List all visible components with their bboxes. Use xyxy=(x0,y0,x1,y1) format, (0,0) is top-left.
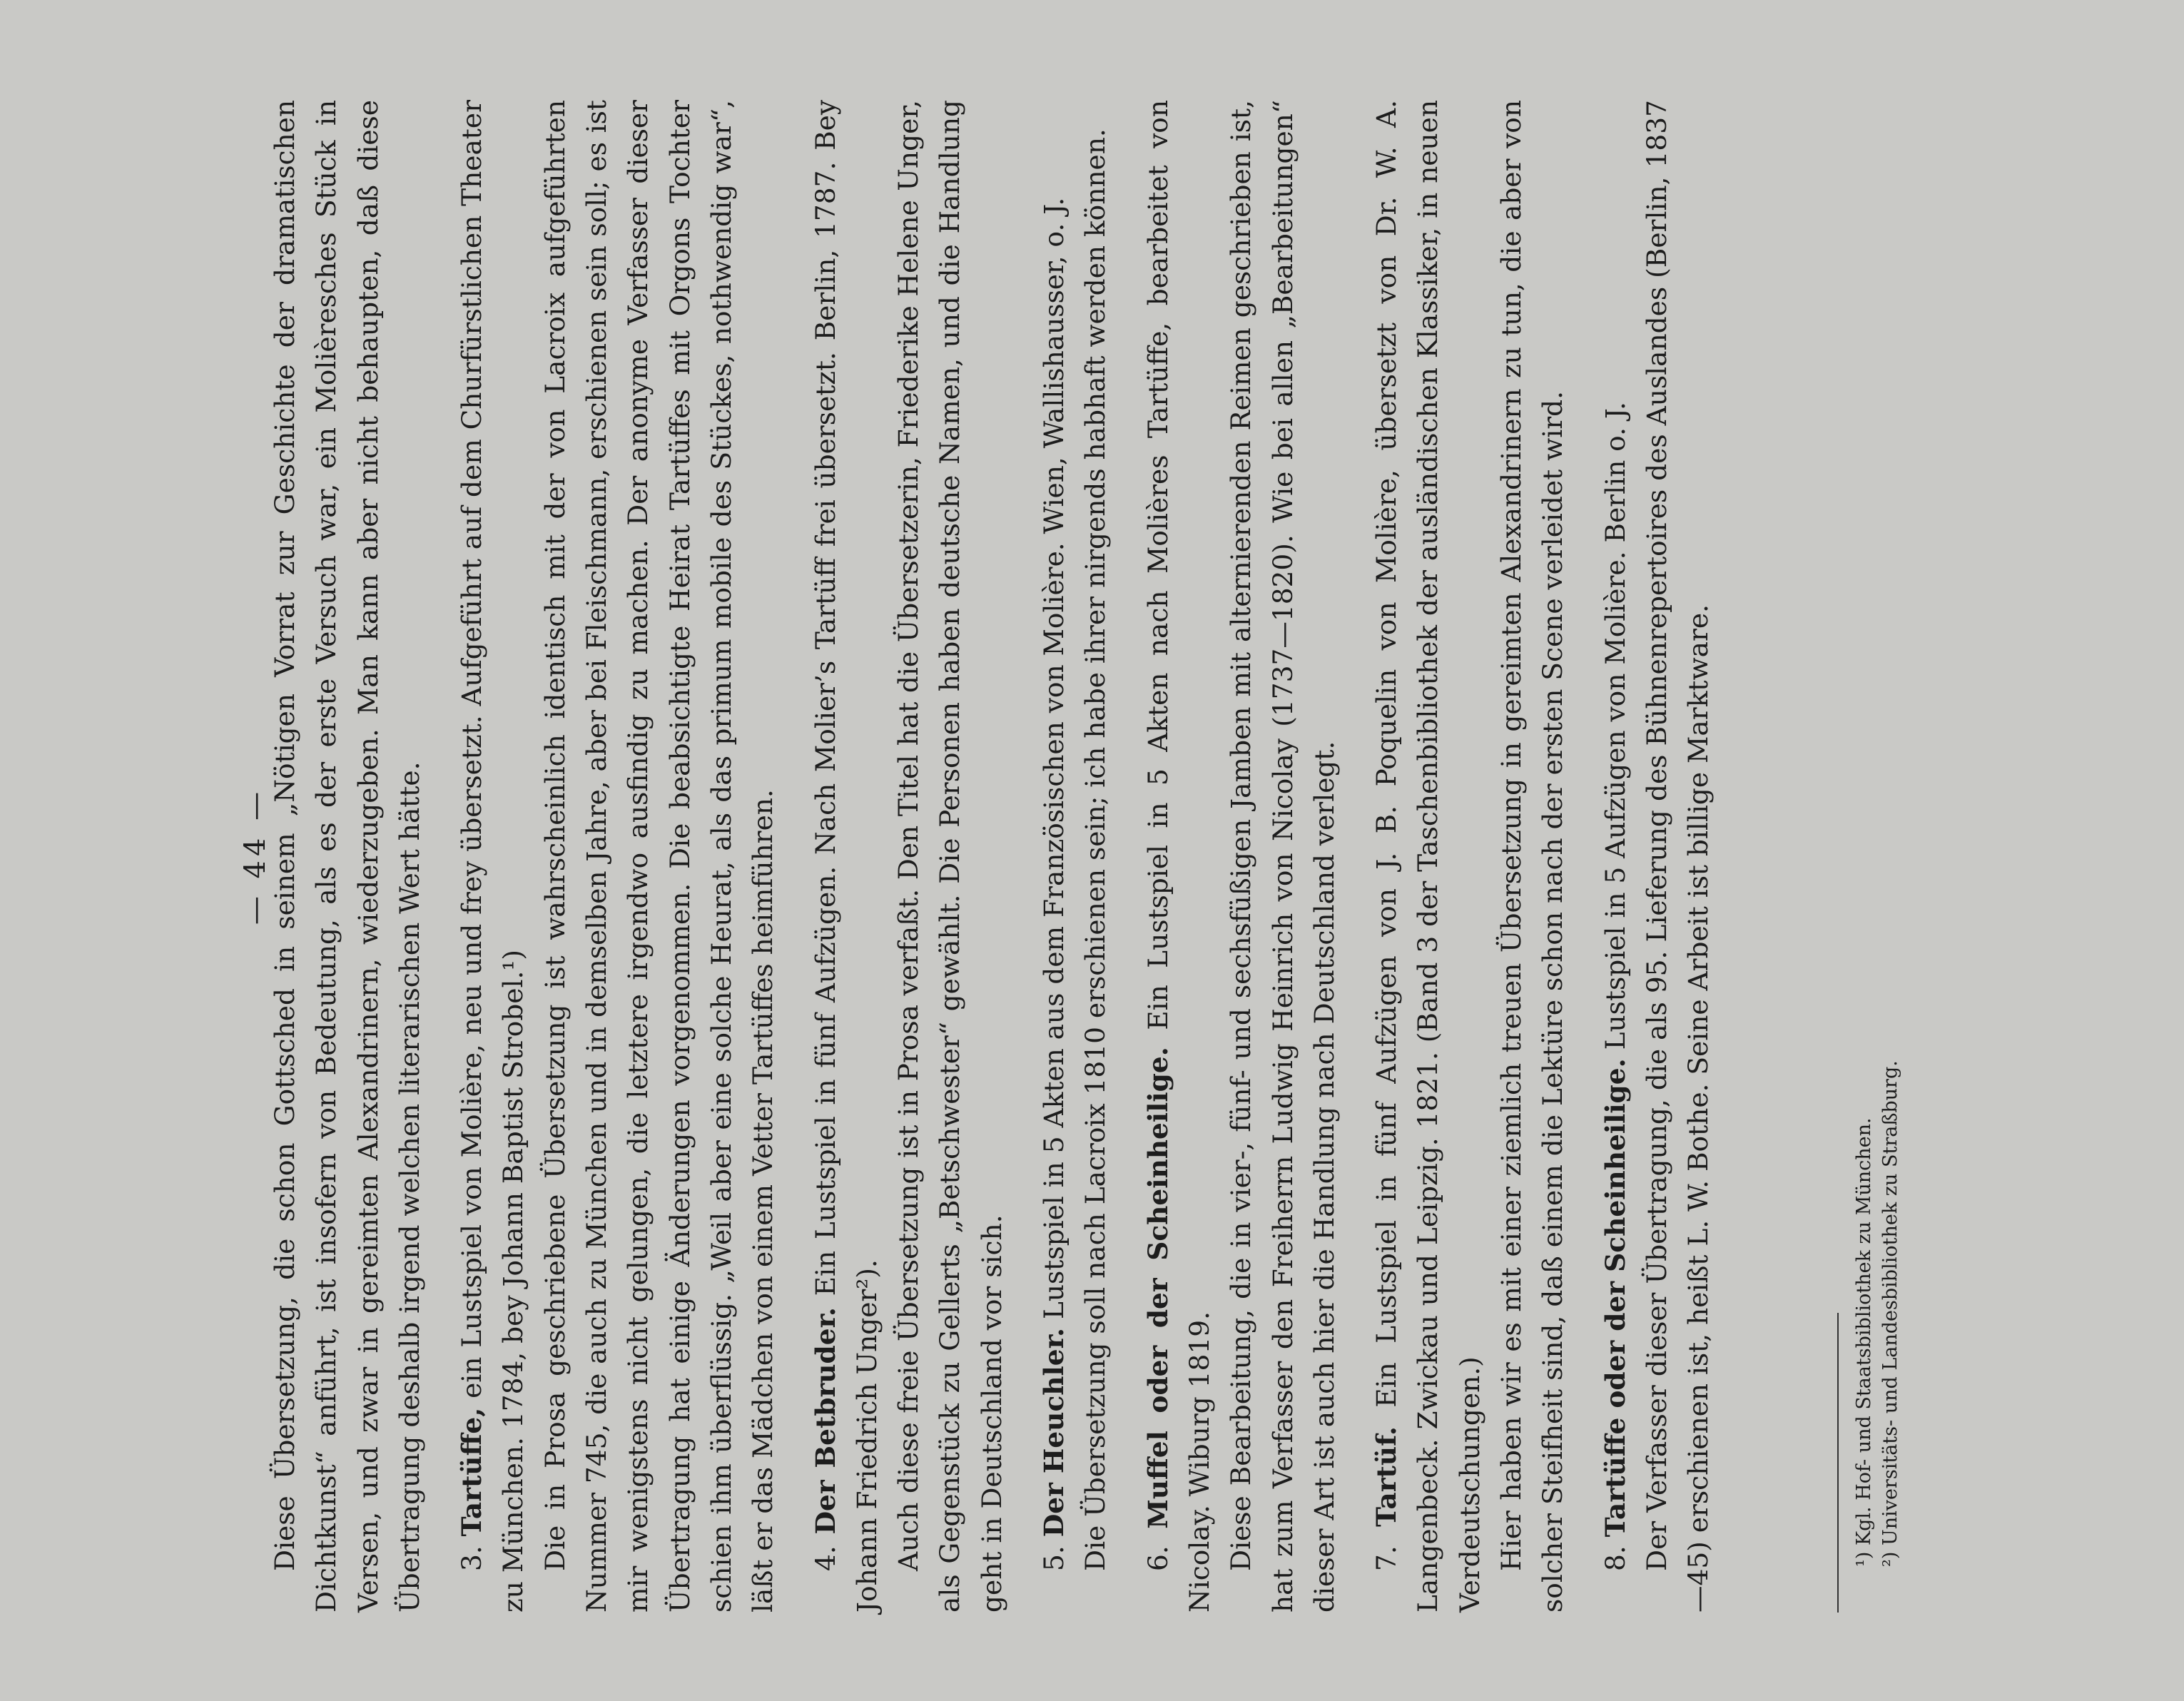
entry-heading xyxy=(1366,100,1490,1613)
entry-title: Tartüffe oder der Scheinheilige. xyxy=(1599,1058,1631,1538)
entry-number: 5. xyxy=(1038,1545,1070,1571)
paragraph xyxy=(264,100,430,1613)
entry-text: Ein Lustspiel in 5 Akten nach Molières Tartüffe, bearbeitet von Nicolay. Wiburg 1819. xyxy=(1142,99,1215,1613)
entry-number: 8. xyxy=(1599,1545,1631,1571)
entry-title: Tartüf. xyxy=(1371,1426,1403,1527)
entry-heading xyxy=(1595,100,1636,1613)
page-number: — 44 — xyxy=(239,787,272,925)
entry-text: Ein Lustspiel in fünf Aufzügen. Nach Molier’s Tartüff frei übersetzt. Berlin, 1787. Bey Johann Friedrich Unger²). xyxy=(809,99,883,1613)
paragraph-text: Auch diese freie Übersetzung ist in Prosa verfaßt. Den Titel hat die Übersetzerin, Friederike Helene Unger, als Gegenstück zu Gellerts „Betschwester“ gewählt. Die Personen haben deutsche Namen, und die Handlung geht in Deutschland vor sich. xyxy=(893,100,1007,1613)
entry-title: Der Heuchler. xyxy=(1038,1327,1070,1538)
entry-heading xyxy=(1033,100,1075,1613)
paragraph-text: Diese Übersetzung, die schon Gottsched in seinem „Nötigen Vorrat zur Geschichte der dramatischen Dichtkunst“ anführt, ist insofern von Bedeutung, als es der erste Versuch war, ein Molièresches Stück in Versen, und zwar in gereimten Alexandrinern, wiederzugeben. Man kann aber nicht behaupten, daß diese Übertragung deshalb irgend welchen literarischen Wert hätte. xyxy=(269,100,425,1613)
paragraph xyxy=(888,100,1012,1613)
footnote: ¹) Kgl. Hof- und Staatsbibliothek zu München. xyxy=(1853,1117,1875,1567)
footnote-rule xyxy=(1837,1313,1839,1613)
entry-title: Muffel oder der Scheinheilige. xyxy=(1142,1047,1174,1529)
paragraph xyxy=(1636,100,1720,1613)
entry-heading xyxy=(1137,100,1221,1613)
paragraph-text: Diese Bearbeitung, die in vier-, fünf- und sechsfüßigen Jamben mit alternierenden Reimen geschrieben ist, hat zum Verfasser den Freiherrn Ludwig Heinrich von Nicolay (1737—1820). Wie bei allen „Bearbeitungen“ dieser Art ist auch hier die Handlung nach Deutschland verlegt. xyxy=(1225,100,1340,1613)
paragraph-text: Die in Prosa geschriebene Übersetzung ist wahrscheinlich identisch mit der von Lacroix aufgeführten Nummer 745, die auch zu München und in demselben Jahre, aber bei Fleischmann, erschienen sein soll; es ist mir wenigstens nicht gelungen, die letztere irgendwo ausfindig zu machen. Der anonyme Verfasser dieser Übertragung hat einige Änderungen vorgenommen. Die beabsichtigte Heirat Tartüffes mit Orgons Tochter schien ihm überflüssig. „Weil aber eine solche Heurat, als das primum mobile des Stückes, nothwendig war“, läßt er das Mädchen von einem Vetter Tartüffes heimführen. xyxy=(539,100,779,1613)
paragraph xyxy=(534,100,784,1613)
paragraph xyxy=(1075,100,1116,1613)
footnote: ²) Universitäts- und Landesbibliothek zu Straßburg. xyxy=(1879,1060,1901,1567)
footnotes xyxy=(1851,100,1904,1613)
paragraph xyxy=(1220,100,1345,1613)
entry-heading xyxy=(805,100,888,1613)
paragraph-text: Hier haben wir es mit einer ziemlich treuen Übersetzung in gereimten Alexandrinern zu tun, die aber von solcher Steifheit sind, daß einem die Lektüre schon nach der ersten Scene verleidet wird. xyxy=(1495,100,1569,1613)
paragraph-text: Der Verfasser dieser Übertragung, die als 95. Lieferung des Bühnenrepertoires des Auslandes (Berlin, 1837—45) erschienen ist, heißt L. W. Bothe. Seine Arbeit ist billige Marktware. xyxy=(1640,100,1715,1613)
entry-title: Tartüffe, xyxy=(456,1407,488,1537)
paragraph-text: Die Übersetzung soll nach Lacroix 1810 erschienen sein; ich habe ihrer nirgends habhaft werden können. xyxy=(1080,128,1112,1571)
paragraph xyxy=(1490,100,1574,1613)
page-body xyxy=(264,100,1720,1613)
entry-text: Ein Lustspiel in fünf Aufzügen von J. B. Poquelin von Molière, übersetzt von Dr. W. A. Langenbeck. Zwickau und Leipzig. 1821. (Band 3 der Taschenbibliothek der ausländischen Klassiker, in neuen Verdeutschungen.) xyxy=(1371,100,1485,1613)
entry-text: ein Lustspiel von Molière, neu und frey übersetzt. Aufgeführt auf dem Churfürstlichen Theater zu München. 1784, bey Johann Baptist Strobel.¹) xyxy=(456,100,529,1613)
entry-text: Lustspiel in 5 Aufzügen von Molière. Berlin o. J. xyxy=(1599,402,1631,1050)
entry-number: 7. xyxy=(1371,1545,1403,1571)
entry-number: 3. xyxy=(456,1545,488,1571)
entry-text: Lustspiel in 5 Akten aus dem Französischen von Molière. Wien, Wallishausser, o. J. xyxy=(1038,197,1070,1320)
entry-heading xyxy=(451,100,534,1613)
entry-number: 4. xyxy=(809,1545,841,1571)
entry-title: Der Betbruder. xyxy=(809,1307,841,1535)
document-page xyxy=(235,100,1962,1613)
entry-number: 6. xyxy=(1142,1545,1174,1571)
